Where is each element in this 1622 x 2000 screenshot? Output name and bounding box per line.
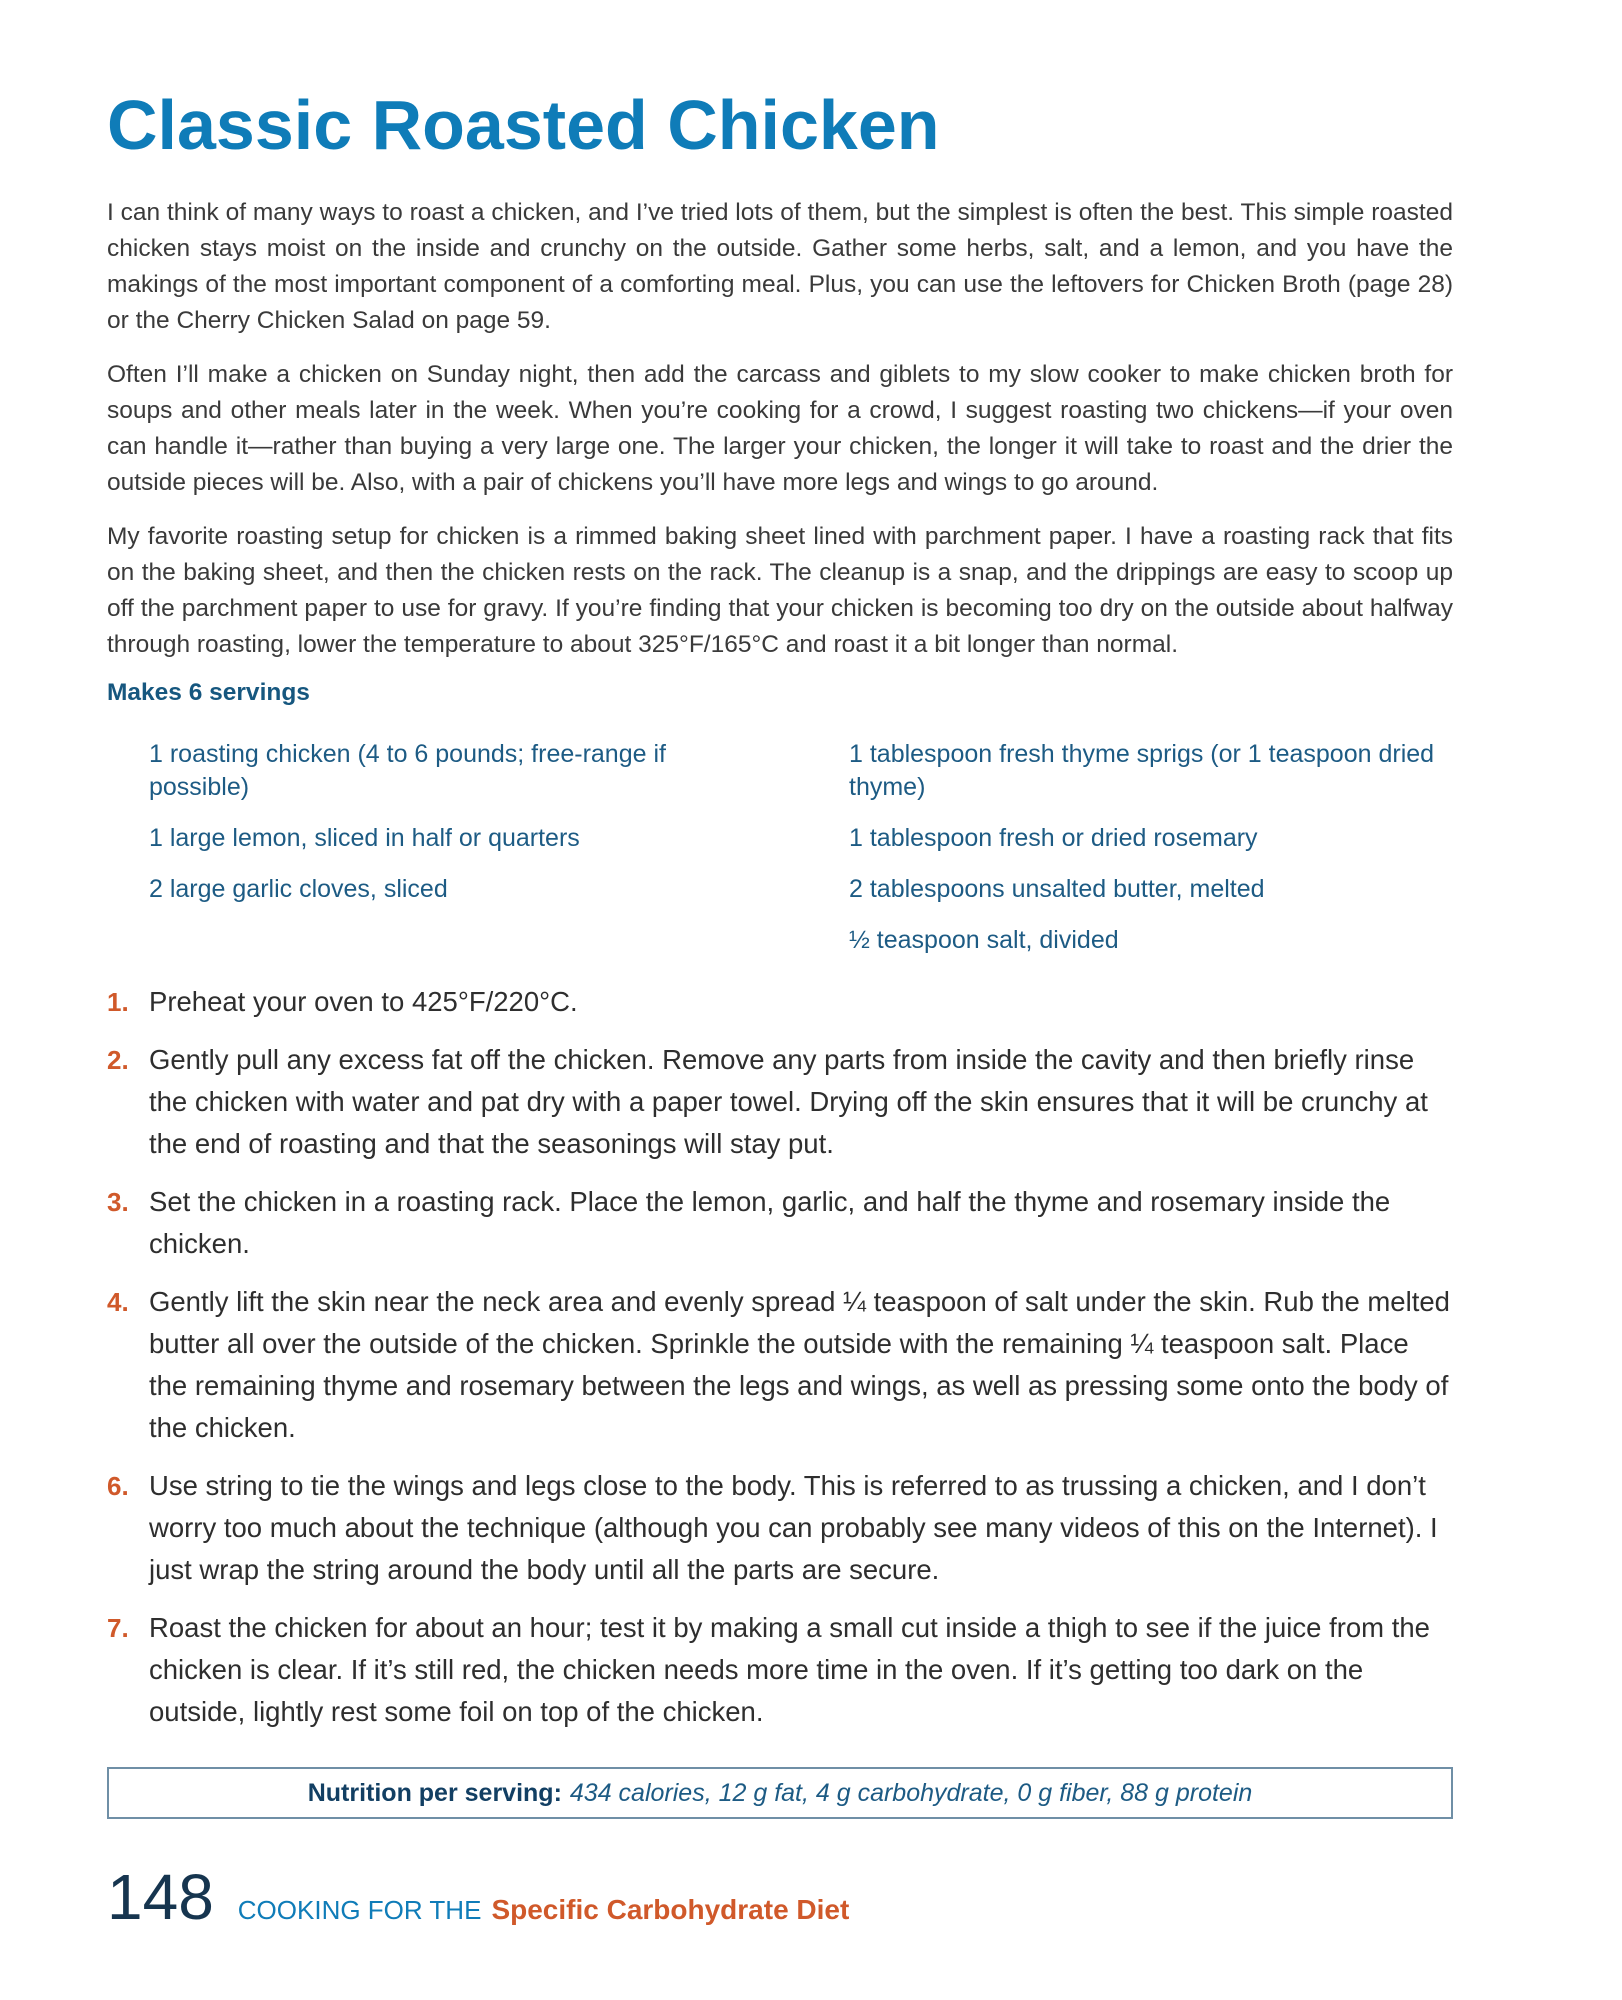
intro-paragraph: I can think of many ways to roast a chicken, and I’ve tried lots of them, but the simplest is often the best. This simple roasted chicken stays moist on the inside and crunchy on the outside. Gather some herbs, salt, and a lemon, and you have the makings of the most important component of a comforting meal. Plus, you can use the leftovers for Chicken Broth (page 28) or the Cherry Chicken Salad on page 59.: [107, 199, 1453, 334]
step-number: 7.: [107, 1613, 129, 1643]
ingredient-item: 1 roasting chicken (4 to 6 pounds; free-range if possible): [149, 740, 666, 801]
step-number: 4.: [107, 1287, 129, 1317]
recipe-title: Classic Roasted Chicken: [107, 86, 940, 164]
step-text: Gently lift the skin near the neck area and evenly spread ¼ teaspoon of salt under the skin. Rub the melted butter all over the outside of the chicken. Sprinkle the outside with the remaining ¼ teaspoon salt. Place the remaining thyme and rosemary between the legs and wings, as well as pressing some onto the body of the chicken.: [149, 1286, 1450, 1443]
nutrition-label: Nutrition per serving:: [307, 1778, 562, 1807]
instruction-step: [107, 1281, 1453, 1449]
step-text: Set the chicken in a roasting rack. Place the lemon, garlic, and half the thyme and rosemary inside the chicken.: [149, 1186, 1391, 1259]
ingredients-column-left: [149, 738, 681, 975]
step-text: Use string to tie the wings and legs close to the body. This is referred to as trussing a chicken, and I don’t worry too much about the technique (although you can probably see many videos of this on the Internet). I just wrap the string around the body until all the parts are secure.: [149, 1470, 1438, 1585]
step-number: 2.: [107, 1045, 129, 1075]
ingredient-item: ½ teaspoon salt, divided: [849, 926, 1119, 954]
ingredient-item: 2 tablespoons unsalted butter, melted: [849, 875, 1265, 903]
instruction-step: [107, 1039, 1453, 1165]
step-number: 3.: [107, 1187, 129, 1217]
instruction-step: [107, 1181, 1453, 1265]
ingredient-item: 1 tablespoon fresh thyme sprigs (or 1 teaspoon dried thyme): [849, 740, 1435, 801]
ingredients-list: [149, 738, 1453, 975]
nutrition-box: [107, 1767, 1453, 1819]
instructions-list: [107, 981, 1453, 1749]
step-text: Preheat your oven to 425°F/220°C.: [149, 986, 578, 1017]
page-footer: [107, 1860, 849, 1934]
book-title-prefix: COOKING FOR THE: [237, 1895, 482, 1925]
step-number: 6.: [107, 1471, 129, 1501]
ingredient-item: 2 large garlic cloves, sliced: [149, 875, 448, 903]
book-title-main: Specific Carbohydrate Diet: [491, 1894, 850, 1925]
intro-paragraph: My favorite roasting setup for chicken is a rimmed baking sheet lined with parchment paper. I have a roasting rack that fits on the baking sheet, and then the chicken rests on the rack. The cleanup is a snap, and the drippings are easy to scoop up off the parchment paper to use for gravy. If you’re finding that your chicken is becoming too dry on the outside about halfway through roasting, lower the temperature to about 325°F/165°C and roast it a bit longer than normal.: [107, 523, 1453, 658]
page-number: 148: [107, 1861, 214, 1933]
recipe-intro: [107, 195, 1453, 681]
nutrition-value: 434 calories, 12 g fat, 4 g carbohydrate, 0 g fiber, 88 g protein: [569, 1778, 1253, 1807]
step-text: Roast the chicken for about an hour; test it by making a small cut inside a thigh to see if the juice from the chicken is clear. If it’s still red, the chicken needs more time in the oven. If it’s getting too dark on the outside, lightly rest some foil on top of the chicken.: [149, 1612, 1430, 1727]
step-number: 1.: [107, 987, 129, 1017]
ingredients-column-right: [849, 738, 1453, 975]
servings-label: Makes 6 servings: [107, 679, 310, 706]
instruction-step: [107, 1465, 1453, 1591]
ingredient-item: 1 tablespoon fresh or dried rosemary: [849, 824, 1258, 852]
ingredient-item: 1 large lemon, sliced in half or quarters: [149, 824, 580, 852]
instruction-step: [107, 981, 1453, 1023]
instruction-step: [107, 1607, 1453, 1733]
intro-paragraph: Often I’ll make a chicken on Sunday night, then add the carcass and giblets to my slow cooker to make chicken broth for soups and other meals later in the week. When you’re cooking for a crowd, I suggest roasting two chickens—if your oven can handle it—rather than buying a very large one. The larger your chicken, the longer it will take to roast and the drier the outside pieces will be. Also, with a pair of chickens you’ll have more legs and wings to go around.: [107, 361, 1453, 496]
step-text: Gently pull any excess fat off the chicken. Remove any parts from inside the cavity and then briefly rinse the chicken with water and pat dry with a paper towel. Drying off the skin ensures that it will be crunchy at the end of roasting and that the seasonings will stay put.: [149, 1044, 1428, 1159]
